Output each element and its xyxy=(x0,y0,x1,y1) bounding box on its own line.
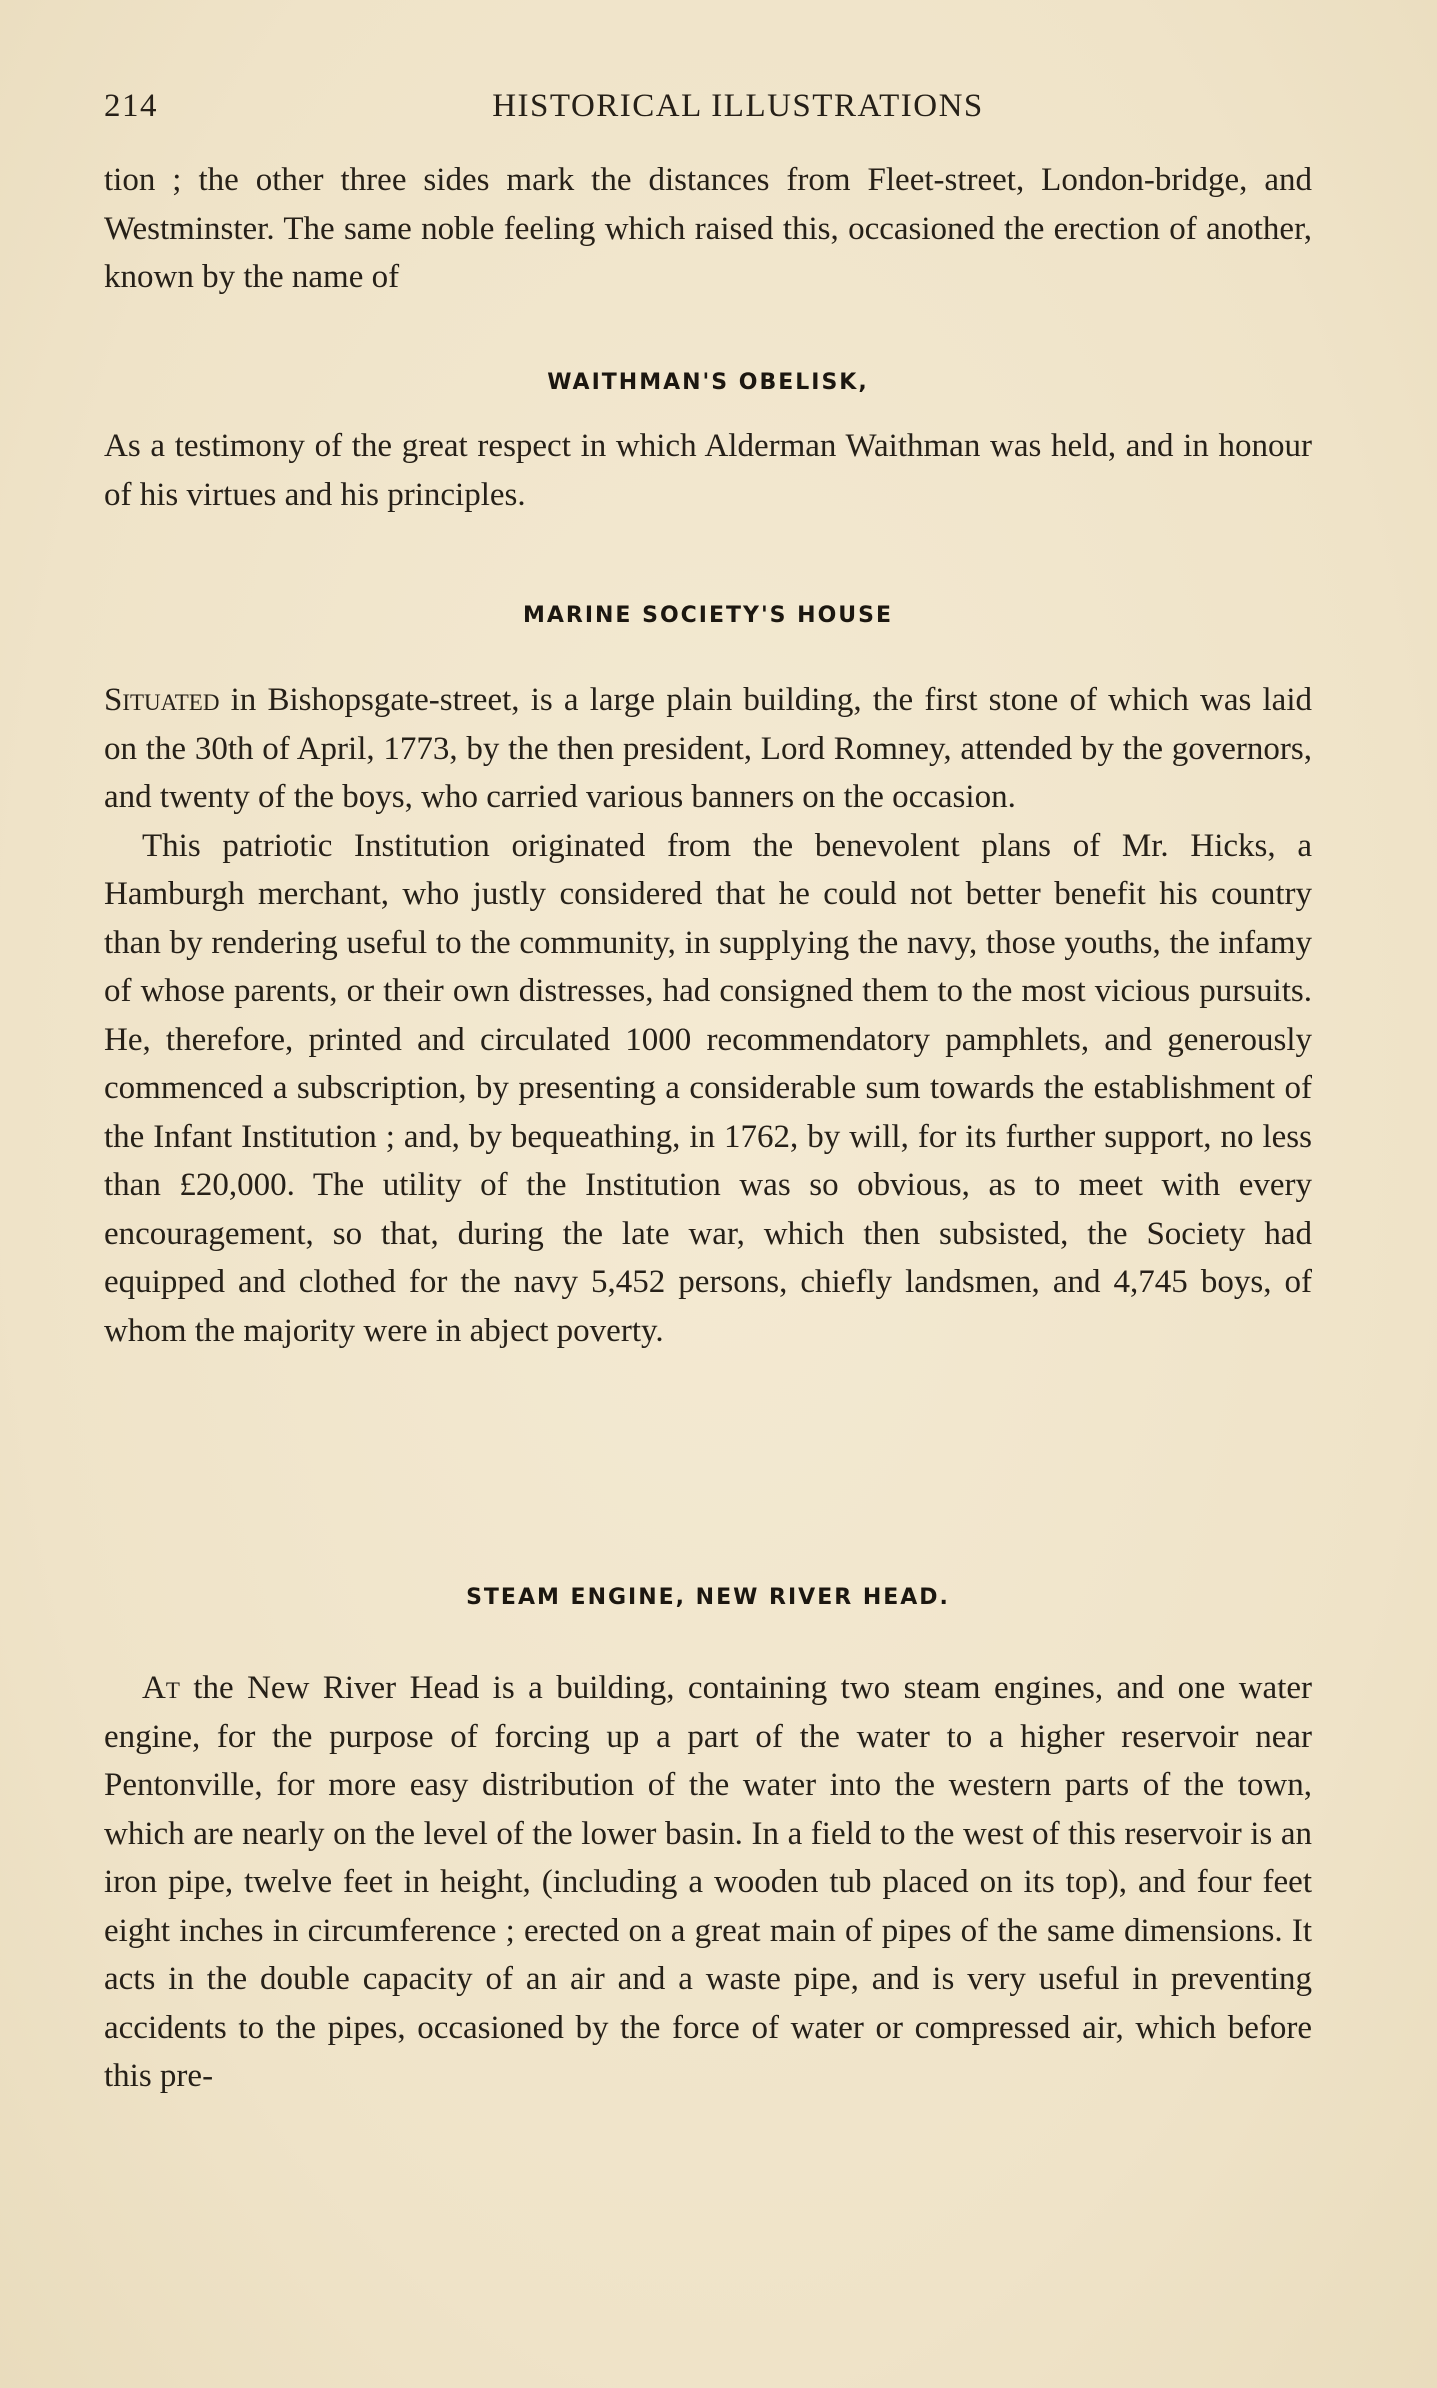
paragraph-text: in Bishopsgate-street, is a large plain building, the first stone of which was laid on the 30th of April, 1773, by the then president, Lord Romney, attended by the governors, and twenty of the boys, who carried various banners on the occasion. xyxy=(104,682,1312,815)
intro-paragraph-block xyxy=(104,156,1312,302)
intro-paragraph: tion ; the other three sides mark the distances from Fleet-street, London-bridge, and Westminster. The same noble feeling which raised this, occasioned the erection of another, known by the name of xyxy=(104,162,1312,295)
steam-engine-text-block xyxy=(104,1664,1312,2101)
section-heading-marine-society: MARINE SOCIETY'S HOUSE xyxy=(522,603,894,628)
obelisk-paragraph-block xyxy=(104,422,1312,519)
page-number: 214 xyxy=(104,88,158,124)
page-header xyxy=(104,88,1312,132)
lead-word: Situated xyxy=(104,682,220,718)
section-heading-steam-engine: STEAM ENGINE, NEW RIVER HEAD. xyxy=(466,1585,950,1610)
obelisk-paragraph: As a testimony of the great respect in which Alderman Waithman was held, and in honour of his virtues and his principles. xyxy=(104,428,1312,513)
running-head: HISTORICAL ILLUSTRATIONS xyxy=(492,88,984,124)
marine-society-paragraph-2: This patriotic Institution originated from the benevolent plans of Mr. Hicks, a Hamburgh merchant, who justly considered that he could not better benefit his country than by rendering useful to the community, in supplying the navy, those youths, the infamy of whose parents, or their own distresses, had consigned them to the most vicious pursuits. He, therefore, printed and circulated 1000 recommendatory pamphlets, and generously commenced a subscription, by presenting a considerable sum towards the establishment of the Infant Institution ; and, by bequeathing, in 1762, by will, for its further support, no less than £20,000. The utility of the Institution was so obvious, as to meet with every encouragement, so that, during the late war, which then subsisted, the Society had equipped and clothed for the navy 5,452 persons, chiefly landsmen, and 4,745 boys, of whom the majority were in abject poverty. xyxy=(104,827,1312,1349)
marine-society-text-block xyxy=(104,676,1312,1355)
section-heading-obelisk: WAITHMAN'S OBELISK, xyxy=(547,370,869,395)
marine-society-paragraph-1 xyxy=(104,676,1312,822)
steam-engine-paragraph xyxy=(104,1664,1312,2101)
lead-word: At xyxy=(142,1670,180,1706)
paragraph-text: the New River Head is a building, containing two steam engines, and one water engine, for the purpose of forcing up a part of the water to a higher reservoir near Pentonville, for more easy distribution of the water into the western parts of the town, which are nearly on the level of the lower basin. In a field to the west of this reservoir is an iron pipe, twelve feet in height, (including a wooden tub placed on its top), and four feet eight inches in circumference ; erected on a great main of pipes of the same dimensions. It acts in the double capacity of an air and a waste pipe, and is very useful in preventing accidents to the pipes, occasioned by the force of water or compressed air, which before this pre- xyxy=(104,1670,1312,2094)
